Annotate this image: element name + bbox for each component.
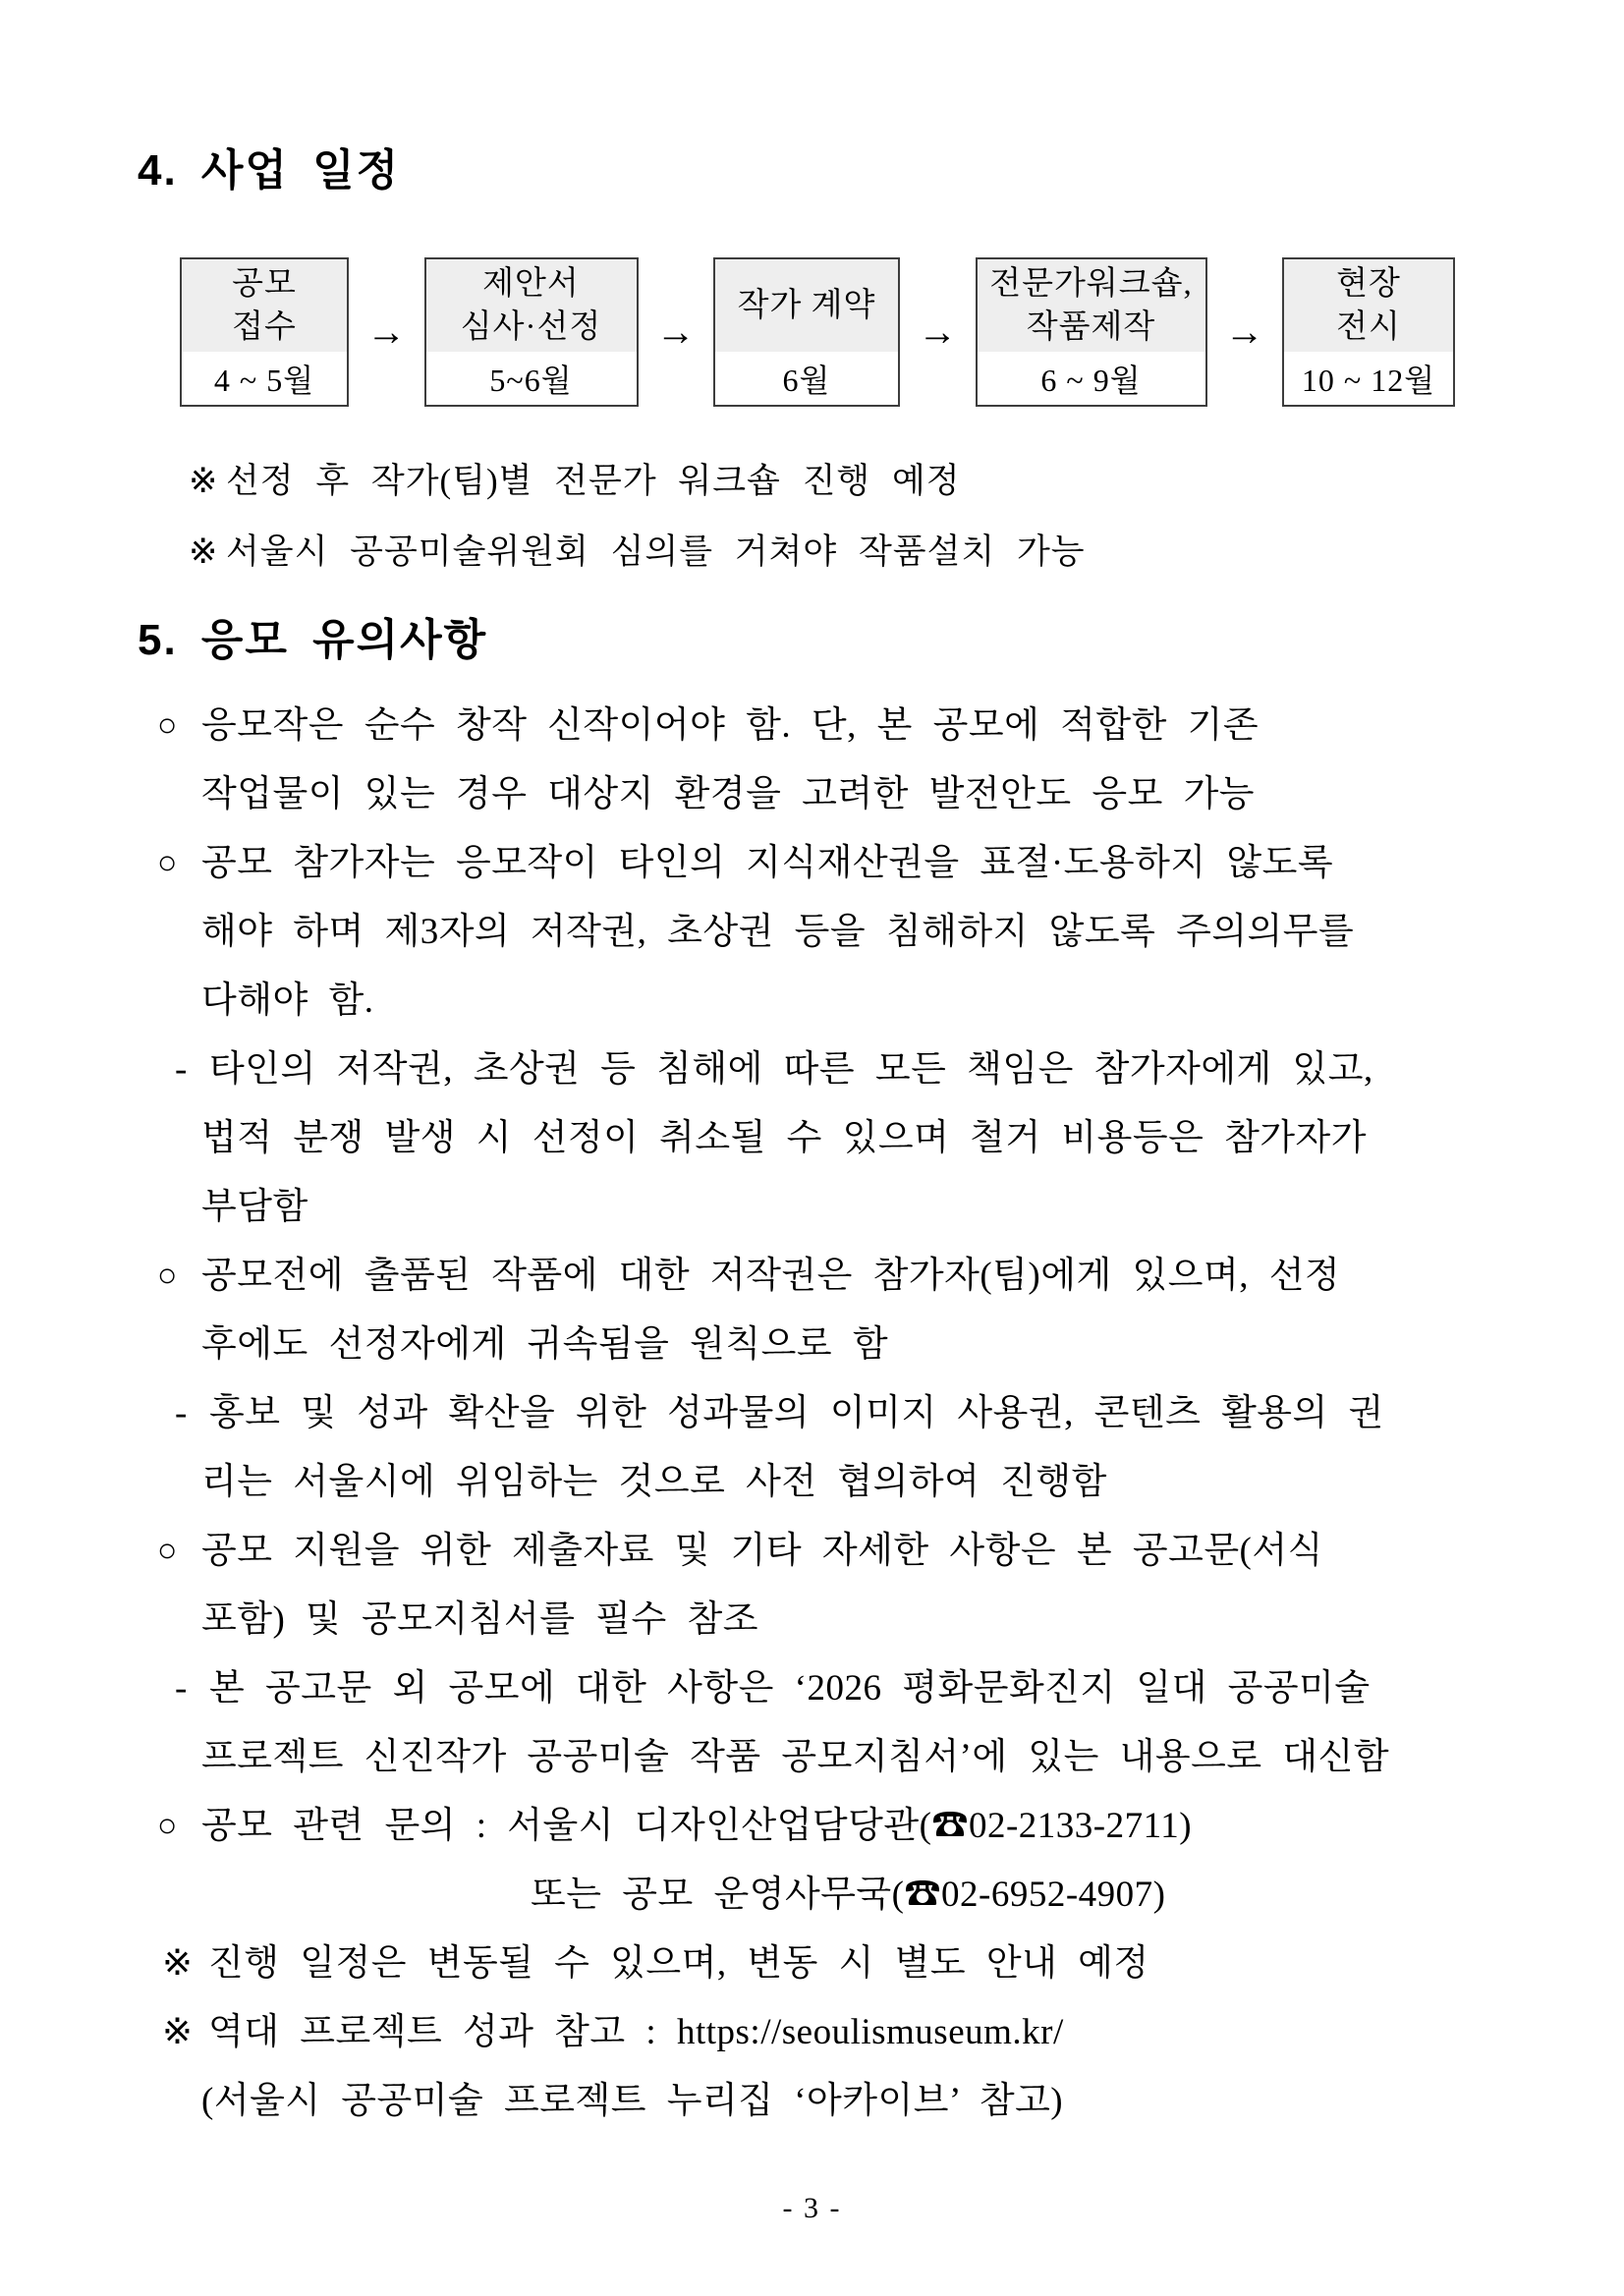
notice-line [138, 1242, 1488, 1311]
notice-line-text: 프로젝트 신진작가 공공미술 작품 공모지침서’에 있는 내용으로 대신함 [201, 1737, 1390, 1777]
flow-step-title-line: 전문가워크숍, [989, 266, 1193, 302]
notice-line [138, 1723, 1488, 1792]
notice-line-text: 리는 서울시에 위임하는 것으로 사전 협의하여 진행함 [201, 1462, 1107, 1502]
flow-step-title [426, 259, 637, 352]
flow-step-title-line: 제안서 [482, 266, 580, 302]
flow-step-title-line: 공모 [232, 266, 297, 302]
page-number: - 3 - [782, 2192, 842, 2224]
flow-step-period: 10 ~ 12월 [1301, 363, 1436, 398]
notice-line [138, 967, 1488, 1036]
notice-line-text: 타인의 저작권, 초상권 등 침해에 따른 모든 책임은 참가자에게 있고, [209, 1049, 1373, 1090]
notice-line [138, 1104, 1488, 1173]
notice-line [138, 760, 1488, 829]
reference-mark-icon: ※ [189, 532, 219, 571]
notice-line-text: 법적 분쟁 발생 시 선정이 취소될 수 있으며 철거 비용등은 참가자가 [201, 1118, 1368, 1158]
circle-bullet-icon: ○ [157, 845, 179, 881]
notice-line-text: 다해야 함. [201, 980, 374, 1021]
notice-line [138, 1379, 1488, 1448]
reference-mark-icon: ※ [162, 1943, 194, 1984]
notice-line [138, 1930, 1488, 1998]
notice-line-text: 공모 참가자는 응모작이 타인의 지식재산권을 표절·도용하지 않도록 [201, 843, 1334, 883]
notice-list [138, 692, 1488, 2136]
notice-line [138, 1654, 1488, 1723]
notice-line [138, 2067, 1488, 2136]
flow-step-title [182, 259, 347, 352]
notice-line [138, 898, 1488, 967]
circle-bullet-icon: ○ [157, 707, 179, 744]
schedule-flowchart [180, 257, 1455, 407]
notice-line [138, 1517, 1488, 1586]
flow-step-title-line: 전시 [1336, 309, 1401, 345]
schedule-note-line [138, 517, 1488, 588]
notice-line [138, 692, 1488, 760]
notice-line-text: 공모 지원을 위한 제출자료 및 기타 자세한 사항은 본 공고문(서식 [201, 1531, 1323, 1571]
schedule-notes [138, 446, 1488, 588]
circle-bullet-icon: ○ [157, 1808, 179, 1844]
flow-step-title-line: 작품제작 [1026, 309, 1156, 345]
notice-line-text: 공모 관련 문의 : 서울시 디자인산업담당관(☎02-2133-2711) [201, 1806, 1193, 1846]
flow-step-title [715, 259, 898, 352]
flow-step-title-line: 작가 계약 [737, 288, 876, 323]
flow-arrow-icon: → [655, 309, 696, 354]
flow-step-title-line: 현장 [1336, 266, 1401, 302]
section-4-title: 4. 사업 일정 [138, 146, 401, 195]
notice-line-text: 역대 프로젝트 성과 참고 : https://seoulismuseum.kr/ [208, 2012, 1064, 2052]
notice-line [138, 829, 1488, 898]
notice-line [138, 1792, 1488, 1861]
notice-line-text: 또는 공모 운영사무국(☎02-6952-4907) [531, 1875, 1166, 1915]
notice-line [138, 1173, 1488, 1242]
notice-line [138, 1998, 1488, 2067]
notice-line-text: 작업물이 있는 경우 대상지 환경을 고려한 발전안도 응모 가능 [201, 774, 1256, 814]
notice-line-text: 부담함 [201, 1187, 308, 1227]
notice-line-text: 해야 하며 제3자의 저작권, 초상권 등을 침해하지 않도록 주의의무를 [201, 912, 1355, 952]
notice-line-text: 후에도 선정자에게 귀속됨을 원칙으로 함 [201, 1324, 889, 1365]
notice-line [138, 1036, 1488, 1104]
flow-arrow-icon: → [1224, 309, 1264, 354]
dash-bullet-icon: - [175, 1393, 188, 1433]
flow-step-3 [713, 257, 900, 407]
flow-step-title [1284, 259, 1453, 352]
circle-bullet-icon: ○ [157, 1533, 179, 1569]
flow-step-1 [180, 257, 349, 407]
notice-line [138, 1861, 1488, 1930]
flow-step-period: 6 ~ 9월 [1040, 363, 1142, 398]
reference-mark-icon: ※ [189, 462, 219, 500]
reference-mark-icon: ※ [162, 2012, 194, 2052]
notice-line-text: 응모작은 순수 창작 신작이어야 함. 단, 본 공모에 적합한 기존 [201, 705, 1260, 746]
flow-step-title-line: 접수 [232, 309, 297, 345]
flow-step-period: 5~6월 [489, 363, 573, 398]
circle-bullet-icon: ○ [157, 1258, 179, 1294]
notice-line [138, 1586, 1488, 1654]
flow-arrow-icon: → [366, 309, 407, 354]
notice-line-text: (서울시 공공미술 프로젝트 누리집 ‘아카이브’ 참고) [201, 2081, 1064, 2121]
flow-arrow-icon: → [918, 309, 958, 354]
notice-line-text: 포함) 및 공모지침서를 필수 참조 [201, 1599, 758, 1640]
notice-line [138, 1448, 1488, 1517]
notice-line-text: 공모전에 출품된 작품에 대한 저작권은 참가자(팀)에게 있으며, 선정 [201, 1256, 1341, 1296]
notice-line [138, 1311, 1488, 1379]
flow-step-2 [424, 257, 639, 407]
notice-line-text: 진행 일정은 변동될 수 있으며, 변동 시 별도 안내 예정 [208, 1943, 1149, 1984]
flow-step-title-line: 심사·선정 [460, 309, 602, 345]
flow-step-period: 6월 [782, 363, 831, 398]
flow-step-title [978, 259, 1205, 352]
notice-line-text: 홍보 및 성과 확산을 위한 성과물의 이미지 사용권, 콘텐츠 활용의 권 [209, 1393, 1384, 1433]
schedule-note-line [138, 446, 1488, 517]
flow-step-4 [976, 257, 1207, 407]
dash-bullet-icon: - [175, 1049, 188, 1090]
section-5-title: 5. 응모 유의사항 [138, 616, 488, 664]
flow-step-period: 4 ~ 5월 [213, 363, 315, 398]
schedule-note-text: 선정 후 작가(팀)별 전문가 워크숍 진행 예정 [226, 462, 961, 500]
notice-line-text: 본 공고문 외 공모에 대한 사항은 ‘2026 평화문화진지 일대 공공미술 [209, 1668, 1371, 1708]
schedule-note-text: 서울시 공공미술위원회 심의를 거쳐야 작품설치 가능 [226, 532, 1086, 571]
flow-step-5 [1282, 257, 1455, 407]
dash-bullet-icon: - [175, 1668, 188, 1708]
